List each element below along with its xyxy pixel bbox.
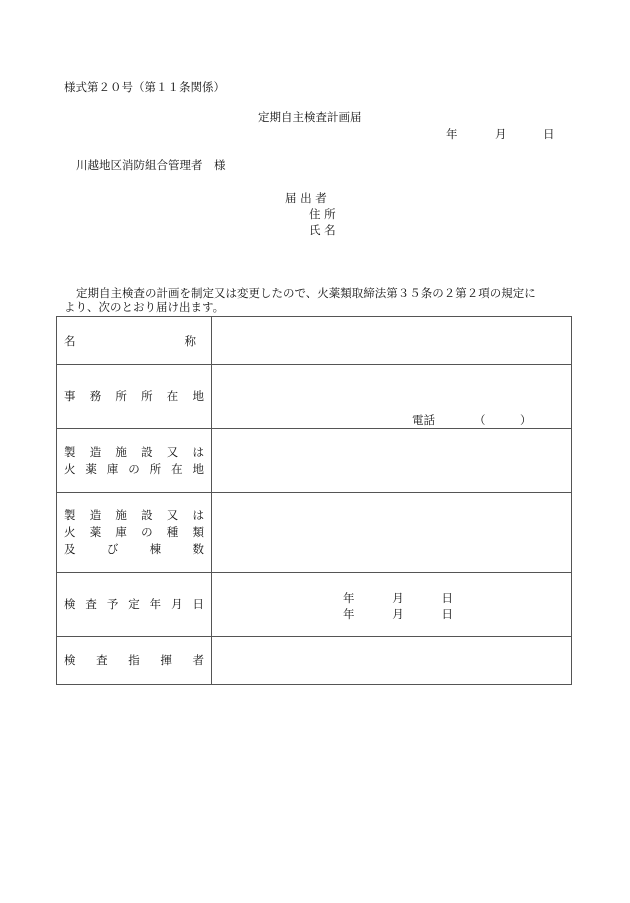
end-month-label: 月 [392, 607, 404, 621]
start-month-label: 月 [392, 591, 404, 605]
facility-type-label-line-3: 及び棟数 [64, 542, 204, 556]
table-row-inspector [57, 637, 572, 685]
facility-location-value-cell[interactable] [212, 429, 572, 493]
inspector-label-cell [57, 637, 212, 685]
table-row-facility-location [57, 429, 572, 493]
name-label-cell [57, 317, 212, 365]
table-row-facility-type [57, 493, 572, 573]
document-title: 定期自主検査計画届 [258, 110, 362, 124]
facility-type-label-line-2: 火薬庫の種類 [64, 525, 204, 539]
phone-parens: （ ） [474, 413, 532, 427]
facility-type-value-cell[interactable] [212, 493, 572, 573]
name-value-cell[interactable] [212, 317, 572, 365]
start-year-label: 年 [343, 591, 355, 605]
form-number: 様式第２０号（第１１条関係） [64, 80, 225, 94]
applicant-name-label: 氏 名 [309, 223, 336, 237]
day-label: 日 [543, 127, 555, 141]
body-text-line-2: より、次のとおり届け出ます。 [64, 300, 225, 314]
body-text-line-1: 定期自主検査の計画を制定又は変更したので、火薬類取締法第３５条の２第２項の規定に [76, 286, 536, 300]
applicant-label: 届 出 者 [285, 191, 327, 205]
inspection-end-date [343, 606, 453, 622]
office-label-cell [57, 365, 212, 429]
end-day-label: 日 [441, 607, 453, 621]
office-value-cell[interactable] [212, 365, 572, 429]
name-label-right: 称 [184, 333, 196, 348]
facility-location-label-cell [57, 429, 212, 493]
inspection-start-date [343, 590, 453, 606]
table-row-office [57, 365, 572, 429]
name-label-left: 名 [64, 333, 76, 348]
facility-location-label-line-2: 火薬庫の所在地 [64, 461, 204, 476]
table-row-name [57, 317, 572, 365]
inspector-value-cell[interactable] [212, 637, 572, 685]
facility-type-label-cell [57, 493, 212, 573]
month-label: 月 [495, 127, 507, 141]
year-label: 年 [446, 127, 458, 141]
applicant-address-label: 住 所 [309, 207, 336, 221]
inspector-label: 検査指揮者 [64, 653, 204, 667]
form-table [56, 316, 572, 685]
facility-type-label-line-1: 製造施設又は [64, 508, 204, 522]
inspection-date-value-cell[interactable] [212, 573, 572, 637]
office-label: 事務所所在地 [64, 389, 204, 403]
start-day-label: 日 [441, 591, 453, 605]
inspection-date-label: 検査予定年月日 [64, 597, 204, 611]
table-row-inspection-date [57, 573, 572, 637]
end-year-label: 年 [343, 607, 355, 621]
facility-location-label-line-1: 製造施設又は [64, 444, 204, 459]
addressee: 川越地区消防組合管理者 様 [76, 158, 226, 172]
phone-label: 電話 [412, 413, 435, 427]
inspection-date-label-cell [57, 573, 212, 637]
